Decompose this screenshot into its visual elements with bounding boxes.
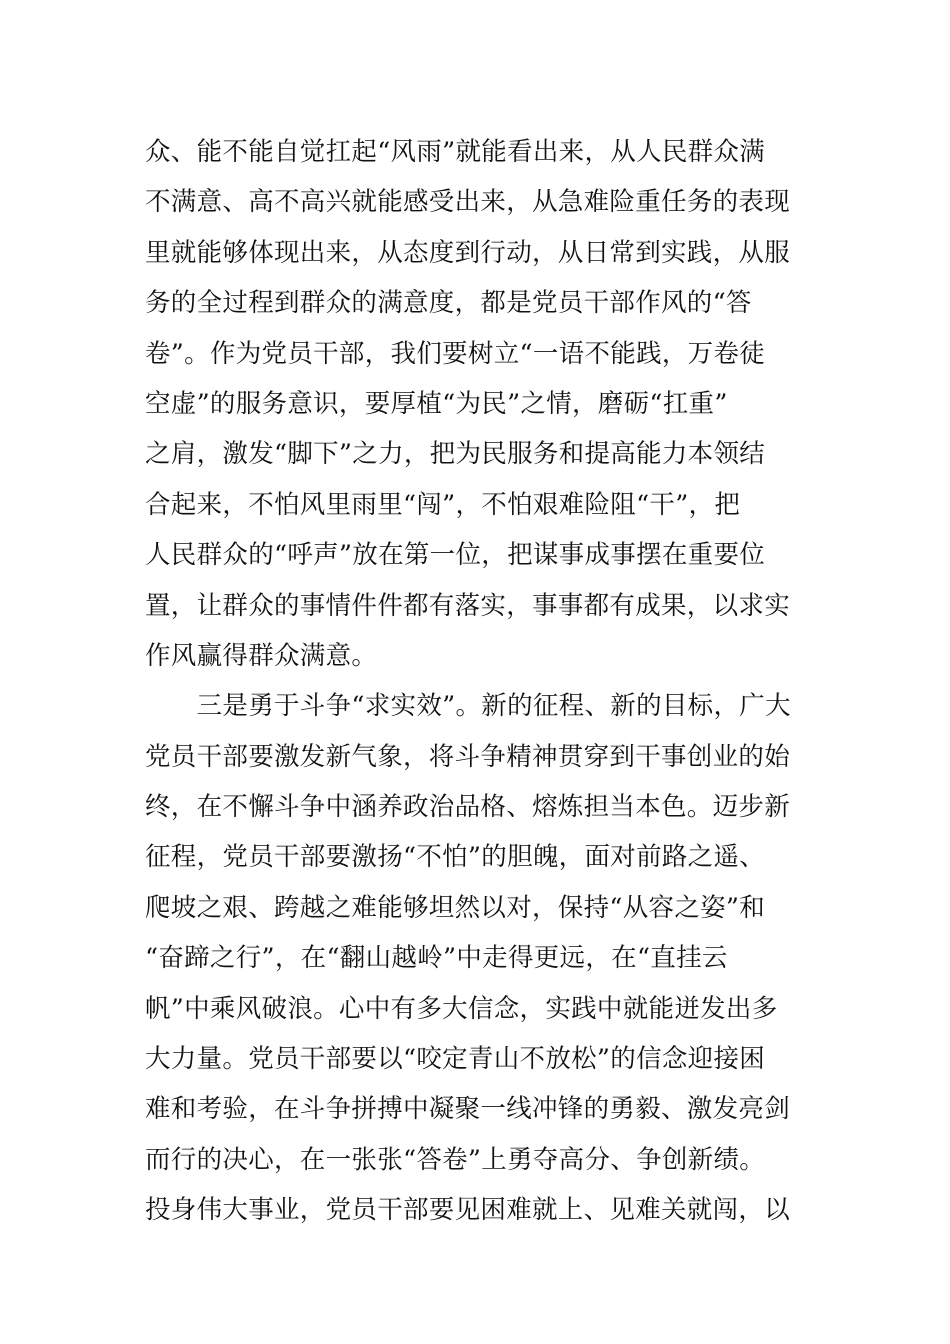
text-line: 空虚”的服务意识，要厚植“为民”之情，磨砺“扛重” xyxy=(145,388,728,419)
text-line: 人民群众的“呼声”放在第一位，把谋事成事摆在重要位 xyxy=(145,540,766,571)
text-line: 大力量。党员干部要以“咬定青山不放松”的信念迎接困 xyxy=(145,1044,766,1075)
text-line: 而行的决心，在一张张“答卷”上勇夺高分、争创新绩。 xyxy=(145,1144,766,1175)
text-line: 众、能不能自觉扛起“风雨”就能看出来，从人民群众满 xyxy=(145,137,766,167)
text-line: 党员干部要激发新气象，将斗争精神贯穿到干事创业的始 xyxy=(145,741,791,772)
text-line: 投身伟大事业，党员干部要见困难就上、见难关就闯，以 xyxy=(145,1195,791,1226)
text-line: 作风赢得群众满意。 xyxy=(145,640,378,671)
text-line: 难和考验，在斗争拼搏中凝聚一线冲锋的勇毅、激发亮剑 xyxy=(145,1094,791,1125)
text-line: 征程，党员干部要激扬“不怕”的胆魄，面对前路之遥、 xyxy=(145,842,766,873)
text-line: 合起来，不怕风里雨里“闯”，不怕艰难险阻“干”，把 xyxy=(145,489,741,520)
text-line: 置，让群众的事情件件都有落实，事事都有成果，以求实 xyxy=(145,590,791,621)
text-line: 三是勇于斗争“求实效”。新的征程、新的目标，广大 xyxy=(145,691,791,722)
text-line: 之肩，激发“脚下”之力，把为民服务和提高能力本领结 xyxy=(145,439,766,470)
text-line: 卷”。作为党员干部，我们要树立“一语不能践，万卷徒 xyxy=(145,338,766,369)
text-line: 里就能够体现出来，从态度到行动，从日常到实践，从服 xyxy=(145,237,791,268)
text-line: 帆”中乘风破浪。心中有多大信念，实践中就能迸发出多 xyxy=(145,993,778,1024)
text-line: “奋蹄之行”，在“翻山越岭”中走得更远，在“直挂云 xyxy=(145,943,728,974)
text-line: 终，在不懈斗争中涵养政治品格、熔炼担当本色。迈步新 xyxy=(145,792,791,823)
text-line: 爬坡之艰、跨越之难能够坦然以对，保持“从容之姿”和 xyxy=(145,892,766,923)
text-line: 不满意、高不高兴就能感受出来，从急难险重任务的表现 xyxy=(145,187,791,218)
text-line: 务的全过程到群众的满意度，都是党员干部作风的“答 xyxy=(145,288,752,319)
body-text xyxy=(145,127,815,1236)
